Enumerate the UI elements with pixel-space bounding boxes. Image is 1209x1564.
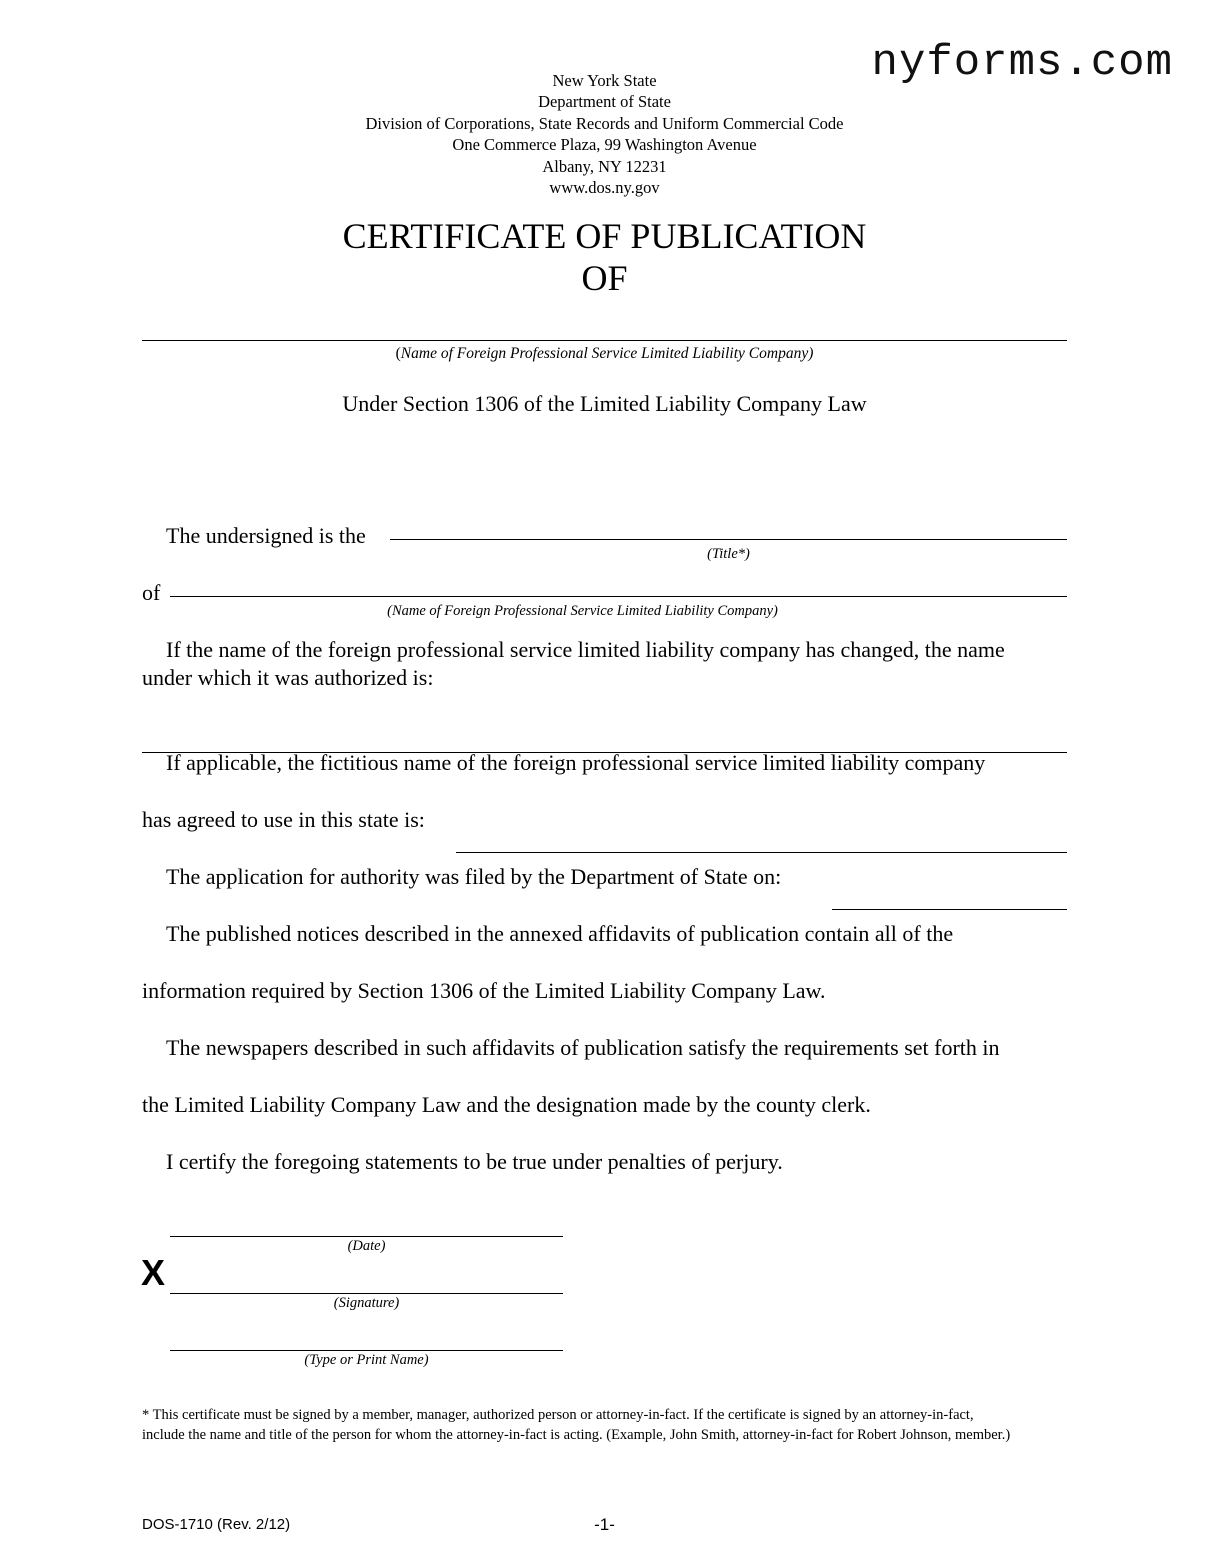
published-line-2: information required by Section 1306 of the Limited Liability Company Law.	[142, 978, 826, 1003]
site-watermark: nyforms.com	[871, 38, 1173, 88]
published-line-1: The published notices described in the annexed affidavits of publication contain all of the	[166, 921, 954, 946]
footnote-line-1: * This certificate must be signed by a member, manager, authorized person or attorney-in-fact. If the certificate is signed by an attorney-in-fact,	[142, 1407, 974, 1423]
title-line-2: OF	[581, 258, 628, 298]
title-caption: (Title*)	[707, 546, 750, 562]
header-website: www.dos.ny.gov	[549, 178, 660, 198]
form-id: DOS-1710 (Rev. 2/12)	[142, 1516, 291, 1533]
company-name-caption: (Name of Foreign Professional Service Limited Liability Company)	[395, 345, 814, 362]
signature-caption: (Signature)	[333, 1295, 400, 1311]
title-field[interactable]	[390, 539, 1067, 540]
page-number: -1-	[594, 1515, 615, 1534]
company-name-field[interactable]	[142, 340, 1067, 341]
header-address: One Commerce Plaza, 99 Washington Avenue	[452, 135, 757, 155]
header-state: New York State	[552, 71, 657, 90]
company-name-field-2[interactable]	[170, 596, 1067, 597]
header-department: Department of State	[538, 92, 671, 112]
header-city: Albany, NY 12231	[542, 156, 667, 176]
of-label: of	[142, 580, 161, 605]
signature-x-mark: X	[141, 1252, 166, 1293]
signature-field[interactable]	[170, 1293, 563, 1294]
certify-statement: I certify the foregoing statements to be true under penalties of perjury.	[166, 1149, 783, 1174]
fictitious-line-2: has agreed to use in this state is:	[142, 807, 425, 832]
company-name-caption-2: (Name of Foreign Professional Service Limited Liability Company)	[387, 603, 778, 619]
name-changed-line-1: If the name of the foreign professional service limited liability company has changed, the name	[166, 637, 1005, 662]
footnote	[142, 1406, 1142, 1445]
name-changed-line-2: under which it was authorized is:	[142, 665, 434, 690]
date-field[interactable]	[170, 1236, 563, 1237]
footnote-line-2: include the name and title of the person for whom the attorney-in-fact is acting. (Example, John Smith, attorney-in-fact for Robert Johnson, member.)	[142, 1426, 1011, 1443]
application-filed-text: The application for authority was filed by the Department of State on:	[166, 864, 782, 889]
document-title	[0, 215, 1209, 299]
filing-date-field[interactable]	[832, 909, 1067, 910]
print-name-field[interactable]	[170, 1350, 563, 1351]
header-division: Division of Corporations, State Records and Uniform Commercial Code	[365, 113, 844, 133]
fictitious-name-field[interactable]	[456, 852, 1067, 853]
newspapers-line-1: The newspapers described in such affidavits of publication satisfy the requirements set forth in	[166, 1035, 1000, 1060]
undersigned-label: The undersigned is the	[166, 523, 366, 548]
date-caption: (Date)	[347, 1238, 386, 1254]
print-name-caption: (Type or Print Name)	[304, 1352, 429, 1368]
newspapers-line-2: the Limited Liability Company Law and the designation made by the county clerk.	[142, 1092, 871, 1117]
agency-header	[0, 70, 1209, 198]
title-line-1: CERTIFICATE OF PUBLICATION	[342, 216, 867, 256]
under-section-text: Under Section 1306 of the Limited Liability Company Law	[342, 391, 867, 416]
fictitious-line-1: If applicable, the fictitious name of the foreign professional service limited liability company	[166, 750, 986, 775]
